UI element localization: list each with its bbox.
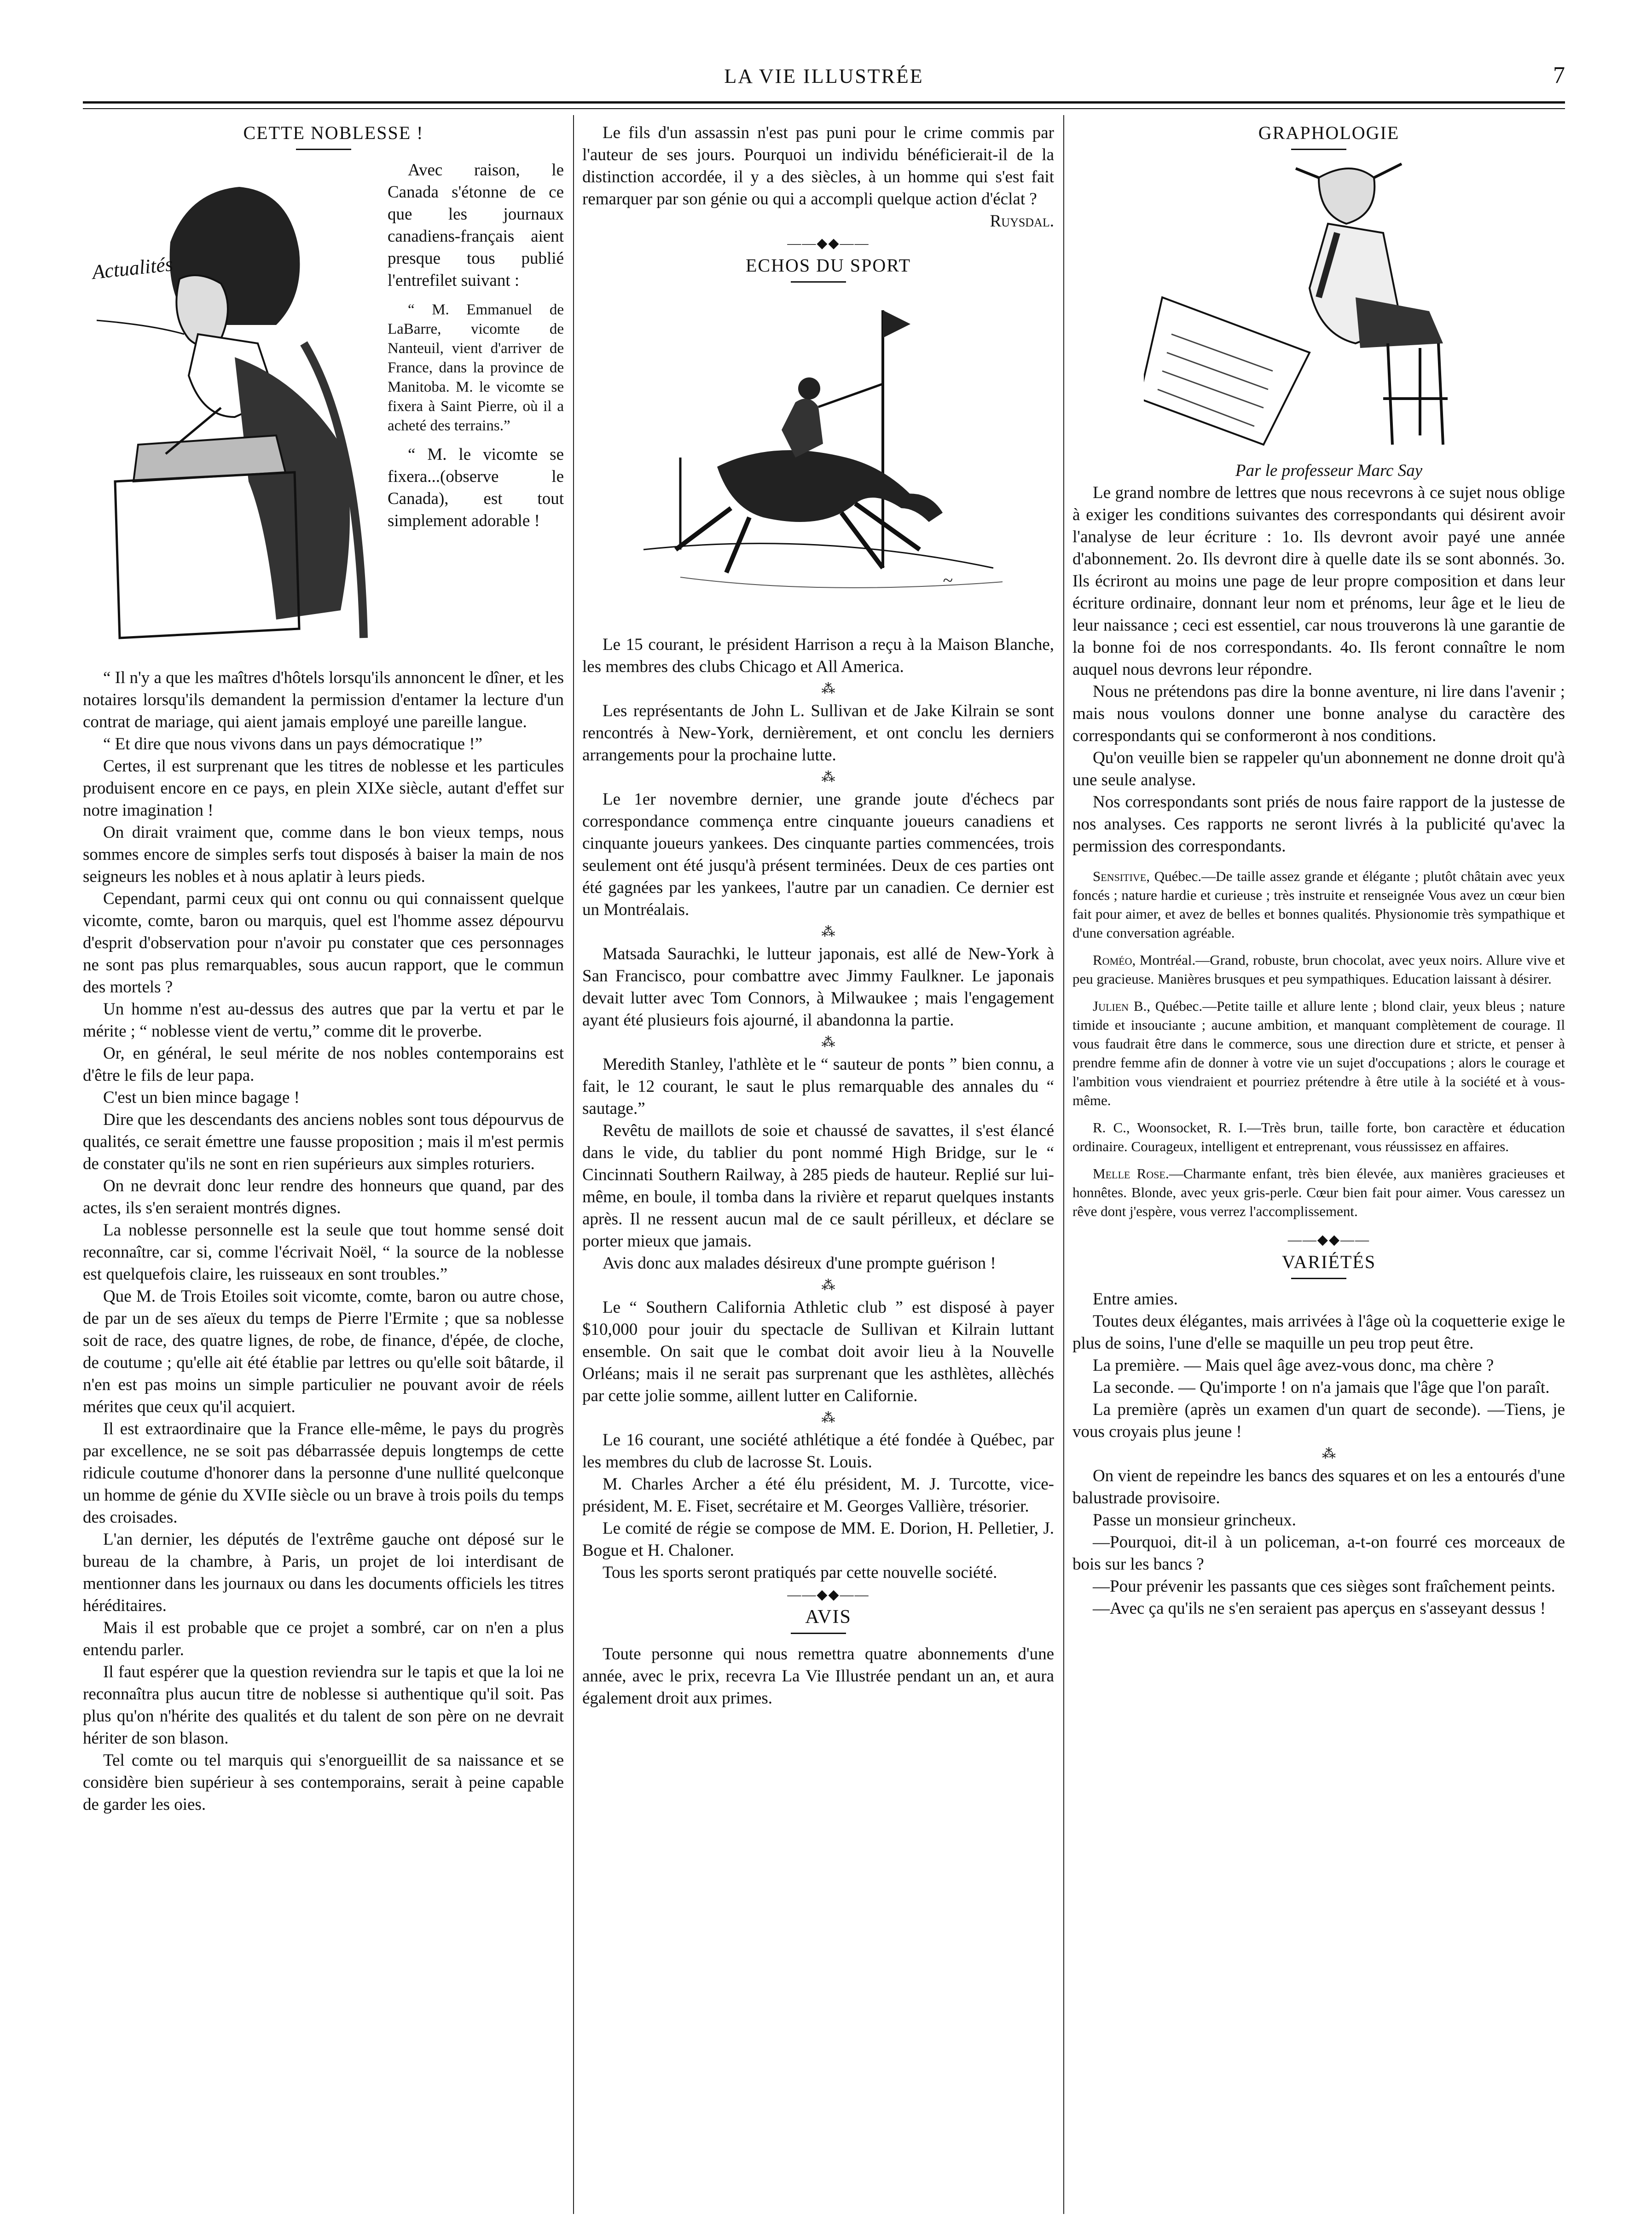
column-sport (582, 122, 1054, 1710)
title-rule (791, 281, 846, 283)
article-paragraph: On dirait vraiment que, comme dans le bon vieux temps, nous sommes encore de simples serfs tout disposés à baiser la main de nos seigneurs les nobles et à nous aplatir à leurs pieds. (83, 823, 564, 886)
analysis-text: , Woonsocket, R. I.—Très brun, taille forte, bon caractère et éducation ordinaire. Courageux, intelligent et entreprenant, vous réussissez en affaires. (1072, 1119, 1565, 1154)
sport-news-item: Avis donc aux malades désireux d'une prompte guérison ! (603, 1254, 996, 1273)
column-noblesse (83, 122, 564, 1816)
ornament-separator: ——◆◆—— (1287, 1232, 1370, 1247)
column-divider (573, 115, 574, 2214)
sport-title: ECHOS DU SPORT (746, 255, 911, 276)
page-number: 7 (1553, 62, 1565, 88)
article-paragraph: C'est un bien mince bagage ! (103, 1088, 300, 1107)
article-paragraph: Mais il est probable que ce projet a sombré, car on n'en a plus entendu parler. (83, 1618, 564, 1659)
ornament-separator: ——◆◆—— (787, 236, 869, 251)
article-paragraph: Un homme n'est au-dessus des autres que par la vertu et par le mérite ; “ noblesse vient de vertu,” comme dit le proverbe. (83, 1000, 564, 1041)
horse-race-illustration (582, 292, 1054, 615)
graphologie-paragraph: Nos correspondants sont priés de nous faire rapport de la justesse de nos analyses. Ces rapports ne seront livrés à la publicité qu'avec la permission des correspondants. (1072, 793, 1565, 856)
svg-text:~: ~ (942, 570, 953, 591)
ornament-separator: ——◆◆—— (787, 1587, 869, 1602)
sport-news-item: Le 15 courant, le président Harrison a reçu à la Maison Blanche, les membres des clubs Chicago et All America. (582, 635, 1054, 676)
varietes-line: —Pourquoi, dit-il à un policeman, a-t-on fourré ces morceaux de bois sur les bancs ? (1072, 1533, 1565, 1574)
stars-separator: ⁂ (821, 1035, 835, 1050)
correspondent-name: Melle Rose (1093, 1165, 1165, 1182)
article-paragraph: Dire que les descendants des anciens nobles sont tous dépourvus de qualités, ce serait émettre une fausse proposition ; mais il m'est permis de constater qu'ils ne sont en rien supérieurs aux simples roturiers. (83, 1110, 564, 1173)
sport-news-item: Le 1er novembre dernier, une grande joute d'échecs par correspondance commença entre cinquante joueurs canadiens et cinquante joueurs yankees. Des cinquante parties commencées, trois seulement ont été jusqu'à présent terminées. Deux de ces parties ont été gagnées par les yankees, l'autre par un canadien. Ce dernier est un Montréalais. (582, 790, 1054, 919)
column-divider (1063, 115, 1064, 2214)
stars-separator: ⁂ (821, 924, 835, 939)
jockey-horse-drawing (625, 292, 1012, 609)
varietes-line: La seconde. — Qu'importe ! on n'a jamais que l'âge que l'on paraît. (1093, 1378, 1550, 1397)
handwriting-analysis (1072, 1164, 1565, 1221)
newspaper-title: LA VIE ILLUSTRÉE (724, 65, 924, 87)
sport-news-item: Le comité de régie se compose de MM. E. Dorion, H. Pelletier, J. Bogue et H. Chaloner. (582, 1519, 1054, 1560)
sport-items (582, 634, 1054, 1584)
header-rule (83, 101, 1565, 104)
varietes-dialogue (1072, 1288, 1565, 1443)
handwriting-analysis (1072, 1118, 1565, 1156)
varietes-anecdote (1072, 1465, 1565, 1620)
article-body (83, 667, 564, 1816)
stars-separator: ⁂ (821, 770, 835, 785)
avis-text: Toute personne qui nous remettra quatre abonnements d'une année, avec le prix, recevra La Vie Illustrée pendant un an, et aura également droit aux primes. (582, 1645, 1054, 1708)
title-rule (791, 1633, 846, 1634)
stars-separator: ⁂ (1322, 1446, 1336, 1461)
stars-separator: ⁂ (821, 1278, 835, 1293)
header-rule-thin (83, 108, 1565, 109)
graphologie-paragraph: Le grand nombre de lettres que nous recevrons à ce sujet nous oblige à exiger les conditions suivantes des correspondants qui désirent avoir l'analyse de leur écriture : 1o. Ils devront avoir payé une année d'abonnement. 2o. Ils devront dire à quelle date ils se sont abonnés. 3o. Ils écriront au moins une page de leur propre composition et dans leur écriture ordinaire, donnant leur nom et prénoms, leur âge et le lieu de leur naissance ; ceci est essentiel, car nous trouverons là une garantie de la bonne foi de nos correspondants. 4o. Ils feront connaître le nom auquel nous devrons leur répondre. (1072, 483, 1565, 679)
varietes-line: La première. — Mais quel âge avez-vous donc, ma chère ? (1093, 1356, 1494, 1375)
article-signature: Ruysdal. (990, 212, 1054, 231)
correspondent-name: Sensitive (1093, 868, 1147, 884)
article-paragraph: “ Il n'y a que les maîtres d'hôtels lorsqu'ils annoncent le dîner, et les notaires lorsqu'ils demandent la permission d'entamer la lecture d'un contrat de mariage, qui aient jamais employé une pareille langue. (83, 668, 564, 731)
article-paragraph: Tel comte ou tel marquis qui s'enorgueillit de sa naissance et se considère bien supérieur à ses contemporains, serait à peine capable de garder les oies. (83, 1751, 564, 1814)
graphologie-paragraph: Qu'on veuille bien se rappeler qu'un abonnement ne donne droit qu'à une seule analyse. (1072, 748, 1565, 789)
article-paragraph: Que M. de Trois Etoiles soit vicomte, comte, baron ou autre chose, de par un de ses aïeux du temps de Pierre l'Ermite ; que sa noblesse soit de race, des quatre lignes, de robe, de finance, d'épée, de cloche, de coutume ; qu'elle ait été établie par lettres ou qu'elle soit bâtarde, il n'en est pas moins un simple particulier ne pouvant avoir de réels mérites que ceux qu'il acquiert. (83, 1287, 564, 1416)
correspondent-name: R. C. (1093, 1119, 1126, 1136)
varietes-line: —Pour prévenir les passants que ces sièges sont fraîchement peints. (1093, 1577, 1555, 1596)
varietes-line: Toutes deux élégantes, mais arrivées à l'âge où la coquetterie exige le plus de soins, l'une d'elle se maquille un peu trop peut être. (1072, 1312, 1565, 1353)
correspondent-name: Roméo (1093, 952, 1132, 968)
varietes-line: Entre amies. (1093, 1290, 1178, 1309)
article-paragraph: Il faut espérer que la question reviendra sur le tapis et que la loi ne reconnaîtra plus aucun titre de noblesse si authentique qu'il soit. Pas plus qu'on n'hérite des qualités et du talent de son père on ne devrait hériter de son blason. (83, 1663, 564, 1748)
avis-title: AVIS (805, 1606, 852, 1628)
cartoon-label: Actualités (91, 252, 174, 284)
sport-news-item: Matsada Saurachki, le lutteur japonais, est allé de New-York à San Francisco, pour combattre avec Jimmy Faulkner. Le japonais devait lutter avec Tom Connors, à Milwaukee ; mais l'engagement ayant été plusieurs fois ajourné, il abandonna la partie. (582, 945, 1054, 1030)
title-rule (296, 149, 351, 150)
article-paragraph: “ Et dire que nous vivons dans un pays démocratique !” (103, 735, 483, 753)
sport-news-item: Revêtu de maillots de soie et chaussé de savattes, il s'est élancé dans le vide, du tablier du pont nommé High Bridge, sur le “ Cincinnati Southern Railway, à 285 pieds de hauteur. Replié sur lui-même, en boule, il tomba dans la rivière et reparut quelques instants après. Il ne ressent aucun mal de ce sault périlleux, et déclare se porter mieux que jamais. (582, 1121, 1054, 1251)
illustration-caption: Par le professeur Marc Say (1235, 461, 1423, 480)
page-header (83, 64, 1565, 106)
article-paragraph: Or, en général, le seul mérite de nos nobles contemporains est d'être le fils de leur papa. (83, 1044, 564, 1085)
handwriting-analyses (1072, 867, 1565, 1221)
sport-news-item: M. Charles Archer a été élu président, M. J. Turcotte, vice-président, M. E. Fiset, secrétaire et M. Georges Vallière, trésorier. (582, 1475, 1054, 1516)
title-rule (1291, 149, 1346, 150)
varietes-line: La première (après un examen d'un quart de seconde). —Tiens, je vous croyais plus jeune ! (1072, 1400, 1565, 1441)
sport-news-item: Les représentants de John L. Sullivan et de Jake Kilrain se sont rencontrés à New-York, dernièrement, et ont conclu les derniers arrangements pour la prochaine lutte. (582, 701, 1054, 765)
article-paragraph: La noblesse personnelle est la seule que tout homme sensé doit reconnaître, car si, comme l'écrivait Noël, “ la source de la noblesse est quelquefois claire, les ruisseaux en sont troubles.” (83, 1221, 564, 1284)
varietes-title: VARIÉTÉS (1281, 1252, 1376, 1272)
article-title: CETTE NOBLESSE ! (243, 122, 424, 143)
handwriting-analysis (1072, 950, 1565, 988)
varietes-line: On vient de repeindre les bancs des squares et on les a entourés d'une balustrade provisoire. (1072, 1466, 1565, 1507)
seated-reader-drawing (1144, 159, 1494, 454)
sport-news-item: Tous les sports seront pratiqués par cette nouvelle société. (603, 1563, 997, 1582)
sport-news-item: Meredith Stanley, l'athlète et le “ sauteur de ponts ” bien connu, a fait, le 12 courant, le saut le plus remarquable des annales du “ sautage.” (582, 1055, 1054, 1118)
title-rule (1291, 1278, 1346, 1279)
varietes-line: Passe un monsieur grincheux. (1093, 1511, 1296, 1530)
analysis-text: , Québec.—Petite taille et allure lente ; blond clair, yeux bleus ; nature timide et insouciante ; aucune ambition, et manquant complètement de courage. Il vous faudrait être dans le commerce, sous une direction dure et stricte, et penser à prendre femme afin de donner à votre vie un sujet d'occupations ; alors le courage et l'ambition vous viendraient et pourriez prétendre à être utile à la société et à vous-même. (1072, 998, 1565, 1108)
analysis-text: .—Charmante enfant, très bien élevée, aux manières gracieuses et honnêtes. Blonde, avec yeux gris-perle. Cœur bien fait pour aimer. Vous caressez un rêve dont j'espère, vous verrez l'accomplissement. (1072, 1165, 1565, 1219)
handwriting-analysis (1072, 867, 1565, 942)
seated-writer-drawing (83, 159, 377, 656)
article-paragraph: Certes, il est surprenant que les titres de noblesse et les particules produisent encore en ce pays, en plein XIXe siècle, autant d'effet sur notre imagination ! (83, 757, 564, 820)
correspondent-name: Julien B. (1093, 998, 1147, 1014)
cartoon-illustration (83, 159, 377, 662)
varietes-line: —Avec ça qu'ils ne s'en seraient pas aperçus en s'asseyant dessus ! (1093, 1599, 1546, 1618)
article-paragraph: On ne devrait donc leur rendre des honneurs que quand, par des actes, ils s'en seraient montrés dignes. (83, 1176, 564, 1217)
graphologist-illustration (1072, 159, 1565, 460)
article-paragraph: Cependant, parmi ceux qui ont connu ou qui connaissent quelque vicomte, comte, baron ou marquis, quel est l'homme assez dépourvu d'esprit d'observation pour n'avoir pu constater que ces personnages ne sont pas plus remarquables, sous aucun rapport, que le commun des mortels ? (83, 889, 564, 997)
graphologie-paragraph: Nous ne prétendons pas dire la bonne aventure, ni lire dans l'avenir ; mais nous voulons donner une bonne analyse du caractère des correspondants qui se conformeront à nos conditions. (1072, 682, 1565, 745)
graphologie-body (1072, 482, 1565, 858)
stars-separator: ⁂ (821, 681, 835, 696)
stars-separator: ⁂ (821, 1410, 835, 1426)
continued-paragraph: Le fils d'un assassin n'est pas puni pour le crime commis par l'auteur de ses jours. Pourquoi un individu bénéficierait-il de la distinction accordée, il y a des siècles, à un homme qui s'est fait remarquer par son génie ou qui a accompli quelque action d'éclat ? (582, 123, 1054, 209)
quoted-notice: “ M. Emmanuel de LaBarre, vicomte de Nanteuil, vient d'arriver de France, dans la province de Manitoba. M. le vicomte se fixera à Saint Pierre, où il a acheté des terrains.” (388, 301, 564, 434)
article-paragraph: Il est extraordinaire que la France elle-même, le pays du progrès par excellence, ne se soit pas débarrassée depuis longtemps de cette ridicule coutume d'honorer dans la personne d'une nullité quelconque un homme de génie du XVIIe siècle ou un brave à trois poils du temps des croisades. (83, 1420, 564, 1527)
quote-comment: “ M. le vicomte se fixera...(observe le Canada), est tout simplement adorable ! (388, 445, 564, 530)
sport-news-item: Le “ Southern California Athletic club ” est disposé à payer $10,000 pour jouir du spectacle de Sullivan et Kilrain luttant ensemble. On sait que le combat doit avoir lieu à la Nouvelle Orléans; mais il ne serait pas surprenant que les asthlètes, allèchés par cette jolie somme, aillent lutter en Californie. (582, 1298, 1054, 1405)
column-graphologie (1072, 122, 1565, 1620)
analysis-text: , Montréal.—Grand, robuste, brun chocolat, avec yeux noirs. Allure vive et peu gracieuse. Manières brusques et peu sympathiques. Education laissant à désirer. (1072, 952, 1565, 987)
graphologie-title: GRAPHOLOGIE (1258, 122, 1400, 143)
sport-news-item: Le 16 courant, une société athlétique a été fondée à Québec, par les membres du club de lacrosse St. Louis. (582, 1431, 1054, 1472)
article-paragraph: L'an dernier, les députés de l'extrême gauche ont déposé sur le bureau de la chambre, à Paris, un projet de loi interdisant de mentionner dans les journaux ou dans les documents officiels les titres héréditaires. (83, 1530, 564, 1615)
intro-paragraph: Avec raison, le Canada s'étonne de ce que les journaux canadiens-français aient presque tous publié l'entrefilet suivant : (388, 161, 564, 290)
handwriting-analysis (1072, 997, 1565, 1110)
analysis-text: , Québec.—De taille assez grande et élégante ; plutôt châtain avec yeux foncés ; nature hardie et curieuse ; très instruite et renseignée Vous avez un cœur bien fait pour aimer, et avez de belles et bonnes qualités. Physionomie très sympathique et d'une conversation agréable. (1072, 868, 1565, 941)
